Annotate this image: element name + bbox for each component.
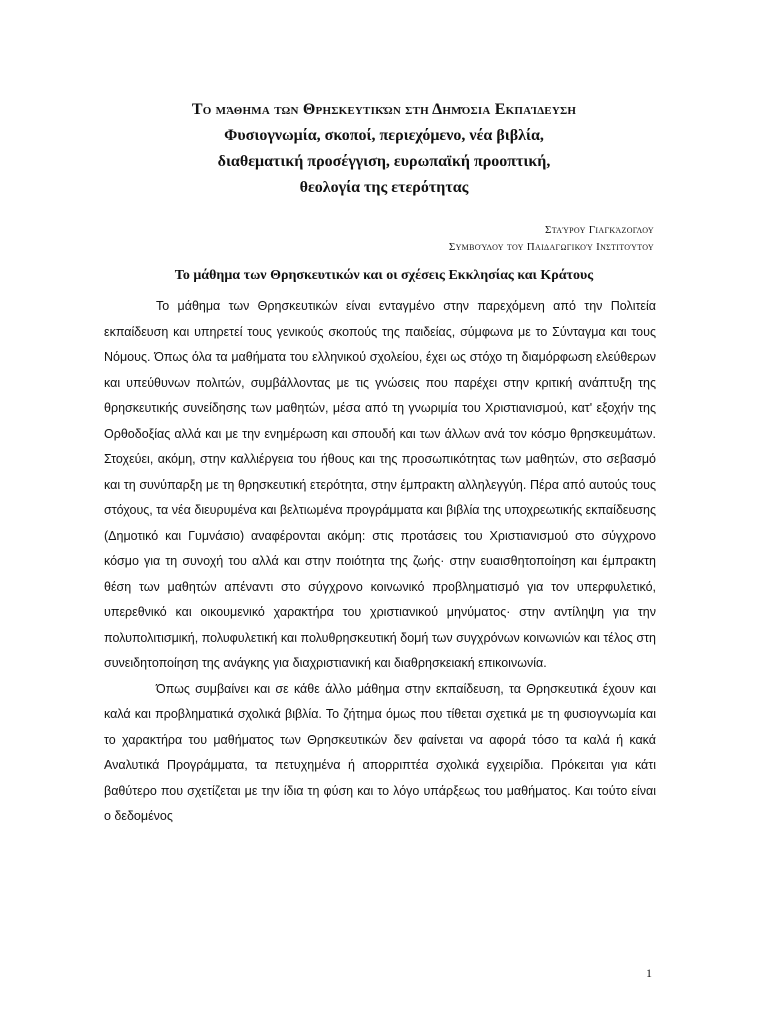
section-heading: Το μάθημα των Θρησκευτικών και οι σχέσεις Εκκλησίας και Κράτους [174,268,594,283]
author-name: Σταύρου Γιαγκάζογλου [545,224,654,236]
author-affiliation: Συμβούλου του Παιδαγωγικού Ινστιτούτου [448,241,654,253]
author-block [449,222,654,256]
page-number: 1 [646,966,652,980]
subtitle-line: Φυσιογνωμία, σκοποί, περιεχόμενο, νέα βιβλία, [224,127,544,144]
paragraph: Όπως συμβαίνει και σε κάθε άλλο μάθημα στην εκπαίδευση, τα Θρησκευτικά έχουν και καλά και προβληματικά σχολικά βιβλία. Το ζήτημα όμως που τίθεται σχετικά με τη φυσιογνωμία και το χαρακτήρα του μαθήματος των Θρησκευτικών δεν φαίνεται να αφορά τόσο τα καλά ή κακά Αναλυτικά Προγράμματα, τα πετυχημένα ή απορριπτέα σχολικά εγχειρίδια. Πρόκειται για κάτι βαθύτερο που σχετίζεται με την ίδια τη φύση και το λόγο υπάρξεως του μαθήματος. Και τούτο είναι ο δεδομένος [104,681,656,823]
subtitle-line: θεολογία της ετερότητας [299,179,469,196]
title-line: Το μάθημα των Θρησκευτικών στη Δημόσια Εκπαίδευση [191,101,577,118]
paragraph: Το μάθημα των Θρησκευτικών είναι ενταγμένο στην παρεχόμενη από την Πολιτεία εκπαίδευση και υπηρετεί τους γενικούς σκοπούς της παιδείας, σύμφωνα με το Σύνταγμα και τους Νόμους. Όπως όλα τα μαθήματα του ελληνικού σχολείου, έχει ως στόχο τη διαμόρφωση ελεύθερων και υπεύθυνων πολιτών, συμβάλλοντας με τις γνώσεις που παρέχει στην κριτική ανάπτυξη της θρησκευτικής συνείδησης των μαθητών, μέσα από τη γνωριμία του Χριστιανισμού, κατ' εξοχήν της Ορθοδοξίας αλλά και με την ενημέρωση και σπουδή και των άλλων ανά τον κόσμο θρησκευμάτων. Στοχεύει, ακόμη, στην καλλιέργεια του ήθους και της προσωπικότητας των μαθητών, στο σεβασμό και τη συνύπαρξη με τη θρησκευτική ετερότητα, στην έμπρακτη αλληλεγγύη. Πέρα από αυτούς τους στόχους, τα νέα διευρυμένα και βελτιωμένα προγράμματα και βιβλία της υποχρεωτικής εκπαίδευσης (Δημοτικό και Γυμνάσιο) αναφέρονται ακόμη: στις προτάσεις του Χριστιανισμού στο σύγχρονο κόσμο για τη συνοχή του αλλά και στην ποιότητα της ζωής· στην ευαισθητοποίηση και έμπρακτη θέση των μαθητών απέναντι στο σύγχρονο κοινωνικό προβληματισμό για τον υπερφυλετικό, υπερεθνικό και οικουμενικό χαρακτήρα του χριστιανικού μηνύματος· στην αντίληψη για την πολυπολιτισμική, πολυφυλετική και πολυθρησκευτική δομή των συγχρόνων κοινωνιών και τέλος στη συνειδητοποίηση της ανάγκης για διαχριστιανική και διαθρησκειακή επικοινωνία. [104,299,656,670]
subtitle-line: διαθεματική προσέγγιση, ευρωπαϊκή προοπτική, [217,153,551,170]
body-text [104,294,656,830]
document-title [100,97,668,201]
